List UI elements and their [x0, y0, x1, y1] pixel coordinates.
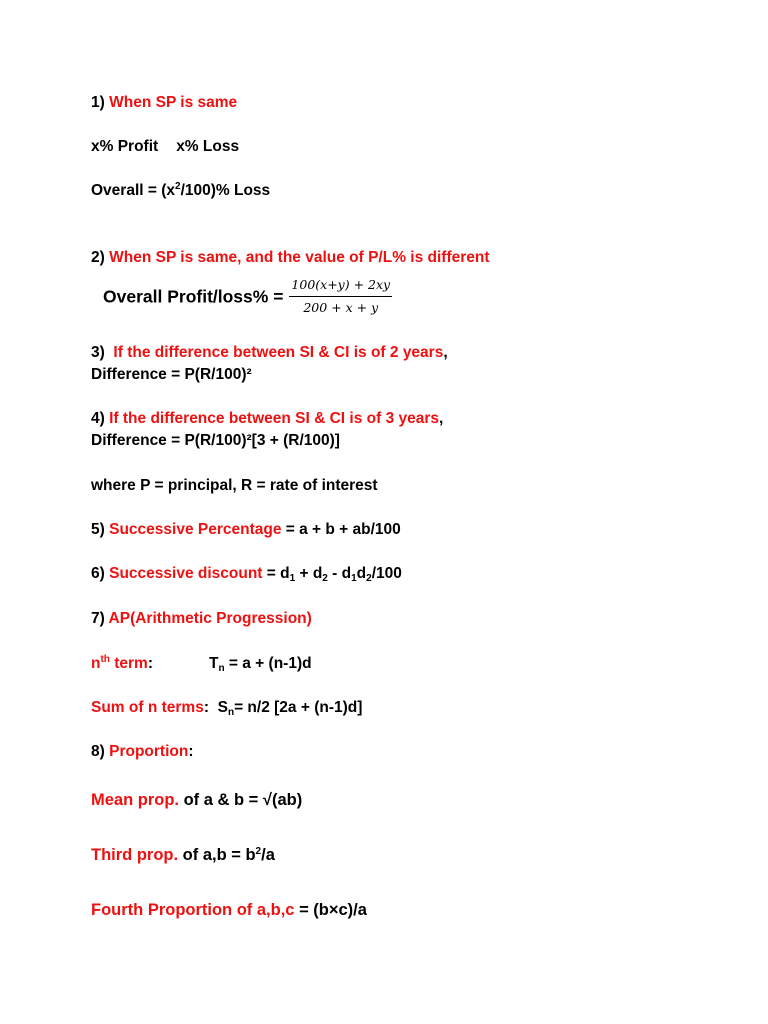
item-title: If the difference between SI & CI is of 2 years — [113, 344, 444, 361]
item-2-heading — [91, 249, 490, 267]
formula-text: /a — [261, 846, 275, 864]
mean-proportion — [91, 791, 302, 809]
fraction-numerator: 100(x+y) + 2xy — [289, 276, 392, 297]
item-number: 2) — [91, 249, 105, 266]
item-3-formula — [91, 366, 252, 384]
term-label: term — [109, 655, 148, 672]
formula-label: Overall Profit/loss% = — [103, 286, 284, 307]
item-1-cases — [91, 138, 239, 156]
formula-text: d — [356, 565, 367, 582]
formula-text: + d — [295, 565, 323, 582]
item-title: Proportion — [109, 743, 189, 760]
item-8-heading — [91, 743, 194, 761]
formula-text: of a,b = b — [178, 846, 256, 864]
item-title: When SP is same — [109, 94, 238, 111]
item-4-heading — [91, 410, 443, 428]
item-number: 5) — [91, 521, 105, 538]
item-7-heading — [91, 610, 312, 628]
formula-text: - d — [327, 565, 352, 582]
fourth-proportion — [91, 901, 367, 919]
subscript: 1 — [289, 573, 296, 584]
term-label: Sum of n terms — [91, 699, 204, 716]
item-3-heading — [91, 344, 448, 362]
item-title: If the difference between SI & CI is of 3 years — [109, 410, 440, 427]
term-label: Fourth Proportion of a,b,c — [91, 901, 295, 919]
formula-text: T — [209, 655, 219, 672]
comma: , — [443, 344, 448, 361]
term-label: n — [91, 655, 101, 672]
item-title: When SP is same, and the value of P/L% is different — [109, 249, 490, 266]
subscript: 2 — [322, 573, 328, 584]
where-note — [91, 477, 378, 495]
subscript: 2 — [366, 573, 372, 584]
superscript: 2 — [175, 181, 181, 192]
comma: , — [439, 410, 444, 427]
term-label: Third prop. — [91, 846, 179, 864]
term-label: Mean prop. — [91, 791, 180, 809]
formula-text: = a + (n-1)d — [224, 655, 312, 672]
item-number: 4) — [91, 410, 105, 427]
item-4-formula — [91, 432, 340, 450]
subscript: n — [218, 663, 225, 674]
formula-text: /100)% Loss — [180, 182, 271, 199]
item-title: Successive discount — [109, 565, 263, 582]
item-6 — [91, 565, 402, 583]
colon: : — [203, 699, 209, 716]
subscript: 1 — [351, 573, 357, 584]
item-number: 1) — [91, 94, 105, 111]
nth-term — [91, 655, 312, 673]
colon: : — [147, 655, 153, 672]
profit-case: x% Profit — [91, 138, 159, 155]
formula-text: /100 — [371, 565, 402, 582]
item-title: Successive Percentage — [109, 521, 282, 538]
third-proportion — [91, 846, 275, 864]
formula-text: = n/2 [2a + (n-1)d] — [234, 699, 363, 716]
fraction-denominator: 200 + x + y — [303, 300, 379, 315]
sum-of-terms — [91, 699, 362, 717]
item-number: 6) — [91, 565, 105, 582]
formula-text: = (b×c)/a — [294, 901, 367, 919]
formula-text: Difference = P(R/100)²[3 + (R/100)] — [91, 432, 340, 449]
colon: : — [188, 743, 194, 760]
formula-text: S — [217, 699, 228, 716]
loss-case: x% Loss — [176, 138, 240, 155]
formula-text: Overall = (x — [91, 182, 176, 199]
superscript: 2 — [255, 846, 262, 857]
item-number: 7) — [91, 610, 105, 627]
item-title: AP(Arithmetic Progression) — [108, 610, 312, 627]
subscript: n — [227, 707, 235, 718]
formula-text: Difference = P(R/100)² — [91, 366, 252, 383]
item-number: 8) — [91, 743, 105, 760]
formula-text: = a + b + ab/100 — [285, 521, 401, 538]
fraction — [289, 276, 392, 317]
item-1-overall — [91, 182, 270, 200]
item-number: 3) — [91, 344, 105, 361]
item-2-formula — [103, 276, 392, 317]
formula-text: of a & b = √(ab) — [179, 791, 303, 809]
formula-text: = d — [266, 565, 290, 582]
item-1-heading — [91, 94, 237, 112]
definition-text: where P = principal, R = rate of interest — [91, 477, 378, 494]
superscript: th — [100, 654, 110, 665]
item-5 — [91, 521, 401, 539]
